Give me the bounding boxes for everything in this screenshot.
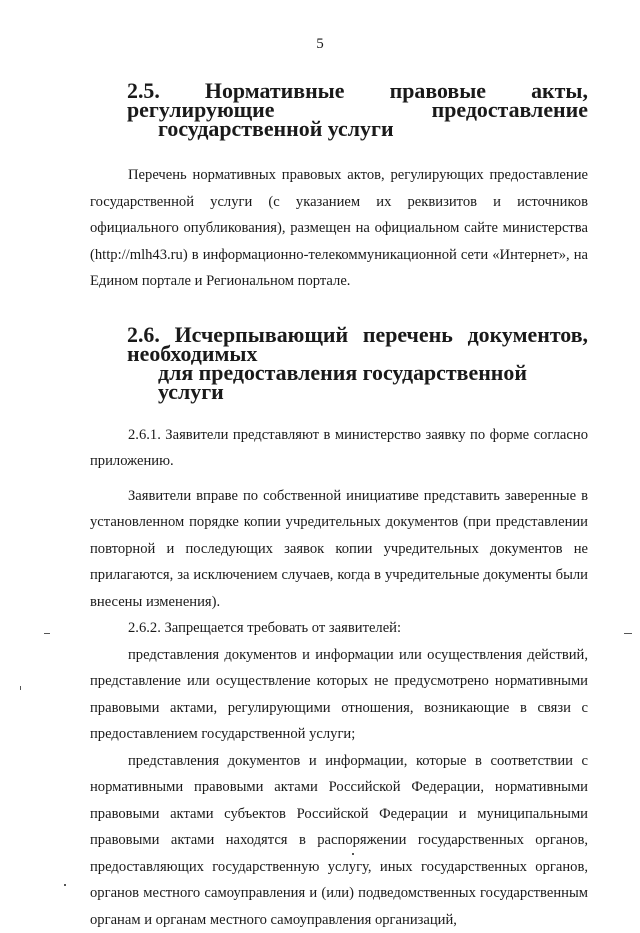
- document-body: [90, 60, 588, 933]
- section-2-5-heading-line1: 2.5. Нормативные правовые акты, регулирующие предоставление: [90, 81, 588, 119]
- section-2-5-heading: [90, 81, 588, 138]
- section-2-5-paragraph: Перечень нормативных правовых актов, регулирующих предоставление государственной услуги (с указанием их реквизитов и источников официального опубликования), размещен на официальном сайте министерства (http://mlh43.ru) в информационно-телекоммуникационной сети «Интернет», на Едином портале и Региональном портале.: [90, 162, 588, 295]
- scan-artifact: [624, 633, 632, 634]
- paragraph-founding-documents: Заявители вправе по собственной инициативе представить заверенные в установленном порядке копии учредительных документов (при представлении повторной и последующих заявок копии учредительных документов не прилагаются, за исключением случаев, когда в учредительные документы были внесены изменения).: [90, 483, 588, 616]
- section-2-6-heading-line1: 2.6. Исчерпывающий перечень документов, необходимых: [90, 325, 588, 363]
- scan-artifact: [352, 853, 354, 855]
- section-2-6-heading: [90, 325, 588, 401]
- section-2-6-heading-line2: для предоставления государственной услуги: [90, 363, 588, 401]
- section-2-5-heading-line2: государственной услуги: [90, 119, 588, 138]
- paragraph-prohibition-2: представления документов и информации, которые в соответствии с нормативными правовыми актами Российской Федерации, нормативными правовыми актами субъектов Российской Федерации и муниципальными правовыми актами находятся в распоряжении государственных органов, предоставляющих государственную услугу, иных государственных органов, органов местного самоуправления и (или) подведомственных государственным органам и органам местного самоуправления организаций,: [90, 748, 588, 933]
- paragraph-prohibition-1: представления документов и информации или осуществления действий, представление или осуществление которых не предусмотрено нормативными правовыми актами, регулирующими отношения, возникающие в связи с предоставлением государственной услуги;: [90, 642, 588, 748]
- scan-artifact: [44, 633, 50, 634]
- scan-artifact: [20, 686, 21, 690]
- page-number: 5: [0, 36, 640, 53]
- paragraph-2-6-2: 2.6.2. Запрещается требовать от заявителей:: [90, 615, 588, 642]
- paragraph-2-6-1: 2.6.1. Заявители представляют в министерство заявку по форме согласно приложению.: [90, 422, 588, 475]
- scan-artifact: [64, 884, 66, 886]
